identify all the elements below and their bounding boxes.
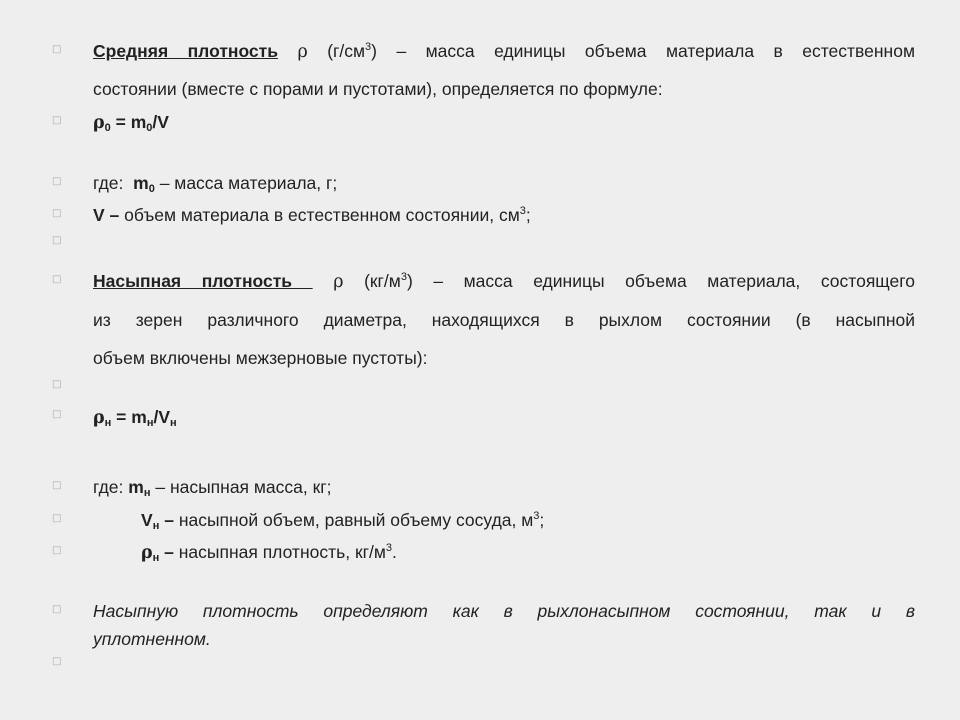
square-bullet-icon: [52, 236, 63, 245]
punctuation: ;: [539, 510, 545, 530]
where-label: где:: [93, 477, 124, 497]
unit-sup: 3: [519, 205, 526, 217]
square-bullet-icon: [52, 209, 63, 218]
subscript: 0: [104, 122, 111, 134]
formula-part: = m: [110, 112, 147, 132]
square-bullet-icon: [52, 116, 63, 125]
var-m: m: [128, 477, 144, 497]
where-bulk-mass-line: [93, 476, 332, 498]
bulk-density-line-3: объем включены межзерновые пустоты):: [93, 348, 428, 368]
rho-symbol: ρ: [93, 408, 105, 428]
unit-sup: 3: [365, 41, 372, 53]
subscript: н: [170, 417, 177, 429]
var-m: m: [133, 173, 149, 193]
rho-symbol: ρ: [93, 113, 105, 133]
square-bullet-icon: [52, 481, 63, 490]
square-bullet-icon: [52, 380, 63, 389]
square-bullet-icon: [52, 410, 63, 419]
bulk-density-line-2: из зерен различного диаметра, находящихся в рыхлом состоянии (в насыпной: [93, 310, 915, 330]
definition-text: ) – масса единицы объема материала в естественном: [371, 41, 915, 61]
definition-text: насыпная плотность, кг/м: [173, 542, 386, 562]
unit-sup: 3: [400, 271, 407, 283]
unit-sup: 3: [533, 510, 540, 522]
square-bullet-icon: [52, 275, 63, 284]
definition-text: – масса материала, г;: [154, 173, 338, 193]
rho-symbol: ρ: [141, 543, 153, 563]
rho-symbol: ρ: [333, 272, 344, 292]
definition-text: насыпной объем, равный объему сосуда, м: [173, 510, 534, 530]
subscript: н: [143, 487, 151, 499]
subscript: н: [146, 417, 154, 429]
unit-sup: 3: [385, 542, 393, 554]
square-bullet-icon: [52, 514, 63, 523]
bulk-density-term: [93, 271, 313, 291]
var-v: V –: [93, 205, 120, 225]
punctuation: .: [392, 542, 397, 562]
avg-density-term: Средняя плотность: [93, 41, 278, 61]
where-label: где:: [93, 173, 124, 193]
dash: –: [159, 510, 174, 530]
rho-symbol: ρ: [297, 42, 308, 62]
square-bullet-icon: [52, 605, 63, 614]
subscript: 0: [148, 183, 155, 195]
note-line-1: Насыпную плотность определяют как в рыхлонасыпном состоянии, так и в: [93, 601, 915, 621]
definition-text: объем материала в естественном состоянии, см: [119, 205, 520, 225]
square-bullet-icon: [52, 45, 63, 54]
subscript: н: [152, 552, 160, 564]
subscript: 0: [146, 122, 153, 134]
formula-part: /V: [152, 112, 169, 132]
formula-part: = m: [111, 407, 147, 427]
var-v: V: [141, 510, 153, 530]
unit: (г/см: [327, 41, 366, 61]
formula-part: /V: [153, 407, 171, 427]
note-line-2: уплотненном.: [93, 629, 211, 649]
where-bulk-volume-line: [141, 509, 544, 531]
formula-average-density: [93, 111, 169, 134]
subscript: н: [152, 520, 160, 532]
formula-bulk-density: [93, 406, 177, 429]
punctuation: ;: [525, 205, 531, 225]
definition-text: – насыпная масса, кг;: [150, 477, 332, 497]
avg-density-line-1: [93, 40, 915, 63]
bulk-term-text: Насыпная плотность: [93, 271, 293, 291]
subscript: н: [104, 417, 112, 429]
bulk-density-line-1: [93, 270, 915, 293]
dash: –: [159, 542, 174, 562]
square-bullet-icon: [52, 657, 63, 666]
where-bulk-density-line: [141, 541, 397, 564]
square-bullet-icon: [52, 177, 63, 186]
where-volume-line: [93, 204, 531, 226]
square-bullet-icon: [52, 546, 63, 555]
definition-text: ) – масса единицы объема материала, состоящего: [406, 271, 915, 291]
avg-density-line-2: состоянии (вместе с порами и пустотами), определяется по формуле:: [93, 79, 663, 99]
unit: (кг/м: [364, 271, 401, 291]
where-mass-line: [93, 172, 337, 194]
